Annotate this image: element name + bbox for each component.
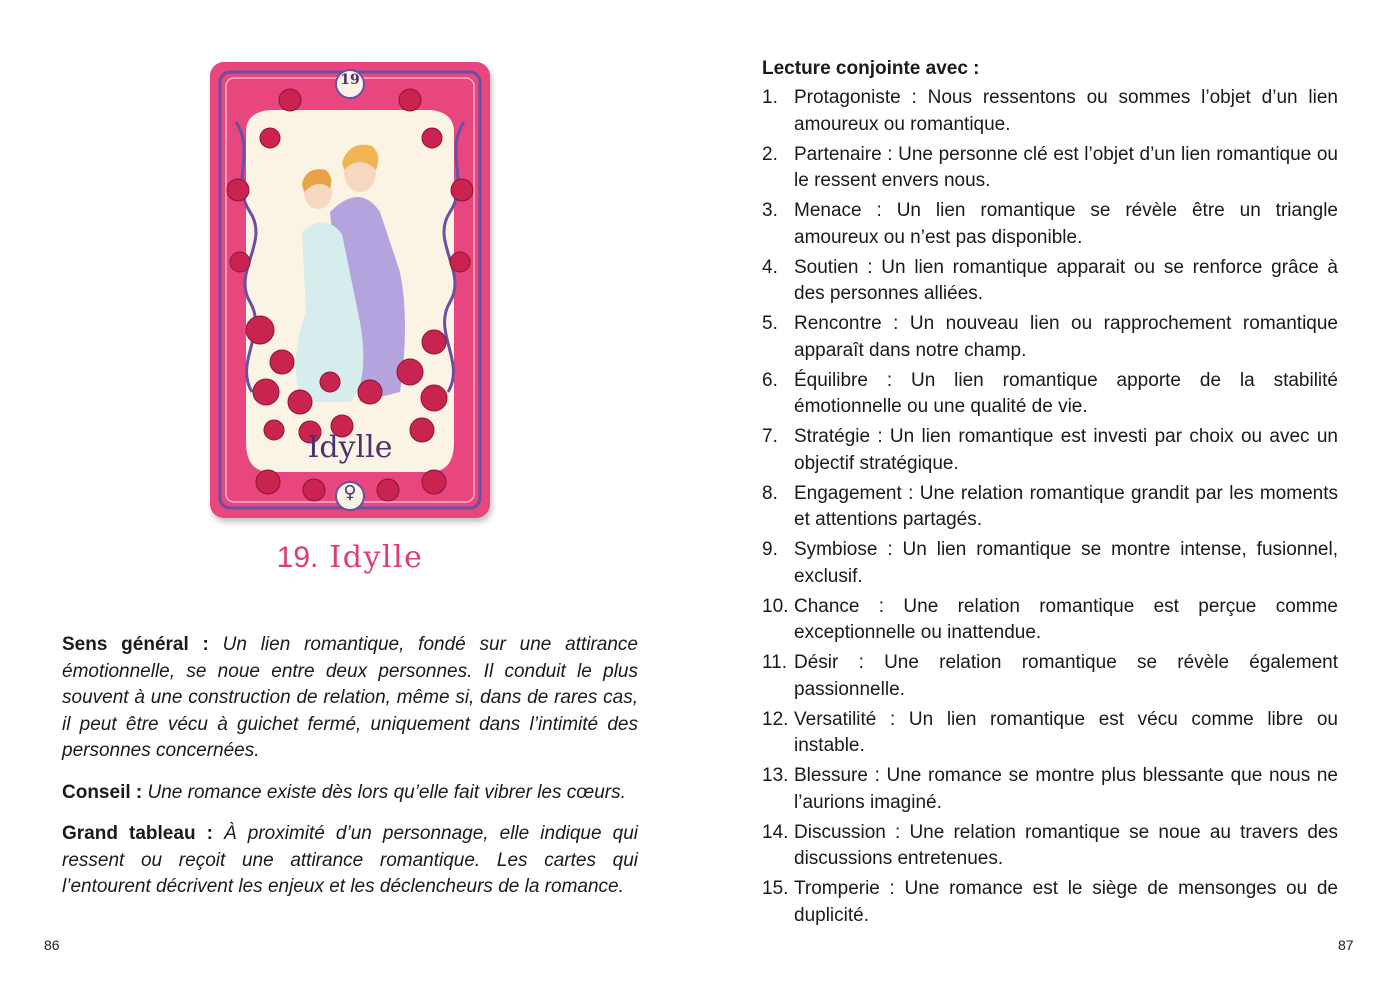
paragraph-term: Grand tableau : xyxy=(62,823,213,844)
list-item-text: Désir : Une relation romantique se révèle également passionnelle. xyxy=(794,652,1338,700)
combined-reading-heading: Lecture conjointe avec : xyxy=(762,58,980,79)
list-item-text: Menace : Un lien romantique se révèle être un triangle amoureux ou n’est pas disponible. xyxy=(794,200,1338,248)
page-number-left: 86 xyxy=(44,937,60,953)
list-item-number: 8. xyxy=(762,482,778,504)
card-heading-title: Idylle xyxy=(329,540,424,575)
right-page xyxy=(700,0,1400,988)
paragraph-text: À proximité d’un personnage, elle indique qui ressent ou reçoit une attirance romantique. Les cartes qui l’entourent décrivent les enjeux et les déclencheurs de la romance. xyxy=(62,823,638,897)
list-item xyxy=(762,763,1338,816)
list-item-text: Engagement : Une relation romantique grandit par les moments et attentions partagés. xyxy=(794,482,1338,530)
list-item xyxy=(762,820,1338,873)
list-item xyxy=(762,85,1338,138)
list-item xyxy=(762,876,1338,929)
list-item-number: 4. xyxy=(762,256,778,278)
list-item-number: 10. xyxy=(762,595,789,617)
card-heading xyxy=(0,540,700,575)
list-item-text: Tromperie : Une romance est le siège de mensonges ou de duplicité. xyxy=(794,878,1338,926)
list-item-text: Protagoniste : Nous ressentons ou sommes l’objet d’un lien amoureux ou romantique. xyxy=(794,87,1338,135)
list-item xyxy=(762,537,1338,590)
list-item-text: Versatilité : Un lien romantique est vécu comme libre ou instable. xyxy=(794,708,1338,756)
list-item xyxy=(762,650,1338,703)
tarot-card-image xyxy=(210,62,490,518)
combined-reading-list xyxy=(762,85,1338,933)
paragraph-text: Un lien romantique, fondé sur une attirance émotionnelle, se noue entre deux personnes. Il conduit le plus souvent à une construction de relation, même si, dans de rares cas, il peut être vécu à guichet fermé, uniquement dans l’intimité des personnes concernées. xyxy=(62,634,639,761)
list-item-text: Chance : Une relation romantique est perçue comme exceptionnelle ou inattendue. xyxy=(794,595,1338,643)
venus-symbol-icon: ♀ xyxy=(343,482,357,503)
list-item-number: 1. xyxy=(762,87,778,108)
list-item-text: Stratégie : Un lien romantique est investi par choix ou avec un objectif stratégique. xyxy=(794,426,1338,474)
list-item-text: Rencontre : Un nouveau lien ou rapprochement romantique apparaît dans notre champ. xyxy=(794,313,1338,361)
list-item-text: Blessure : Une romance se montre plus blessante que nous ne l’aurions imaginé. xyxy=(794,765,1338,813)
paragraph-term: Sens général : xyxy=(62,634,209,655)
list-item xyxy=(762,594,1338,647)
card-title: Idylle xyxy=(307,430,393,465)
list-item xyxy=(762,255,1338,308)
list-item-number: 7. xyxy=(762,426,778,447)
list-item-number: 13. xyxy=(762,765,789,786)
list-item-text: Soutien : Un lien romantique apparait ou se renforce grâce à des personnes alliées. xyxy=(794,256,1338,304)
paragraph-term: Conseil : xyxy=(62,781,143,803)
list-item-text: Symbiose : Un lien romantique se montre intense, fusionnel, exclusif. xyxy=(794,539,1338,587)
list-item-number: 11. xyxy=(762,652,788,673)
list-item xyxy=(762,368,1338,421)
paragraph-advice xyxy=(62,780,638,807)
list-item-number: 12. xyxy=(762,708,789,730)
list-item xyxy=(762,311,1338,364)
list-item-text: Équilibre : Un lien romantique apporte de la stabilité émotionnelle ou une qualité de vie. xyxy=(794,369,1338,417)
page-number-right: 87 xyxy=(1338,937,1354,953)
list-item-number: 15. xyxy=(762,878,789,899)
list-item-number: 9. xyxy=(762,539,778,560)
list-item xyxy=(762,707,1338,760)
list-item-number: 2. xyxy=(762,143,778,165)
card-heading-number: 19. xyxy=(276,541,319,574)
paragraph-general-meaning xyxy=(62,632,638,765)
list-item xyxy=(762,142,1338,195)
list-item-text: Partenaire : Une personne clé est l’objet d’un lien romantique ou le ressent envers nous. xyxy=(794,143,1338,191)
list-item-text: Discussion : Une relation romantique se noue au travers des discussions entretenues. xyxy=(794,821,1338,869)
list-item-number: 14. xyxy=(762,821,789,843)
paragraph-text: Une romance existe dès lors qu’elle fait vibrer les cœurs. xyxy=(147,781,626,803)
list-item-number: 5. xyxy=(762,313,778,334)
list-item xyxy=(762,481,1338,534)
card-description xyxy=(62,632,638,916)
list-item xyxy=(762,198,1338,251)
card-number: 19 xyxy=(340,72,360,88)
list-item xyxy=(762,424,1338,477)
list-item-number: 3. xyxy=(762,200,778,221)
list-item-number: 6. xyxy=(762,369,778,391)
paragraph-grand-tableau xyxy=(62,821,638,901)
